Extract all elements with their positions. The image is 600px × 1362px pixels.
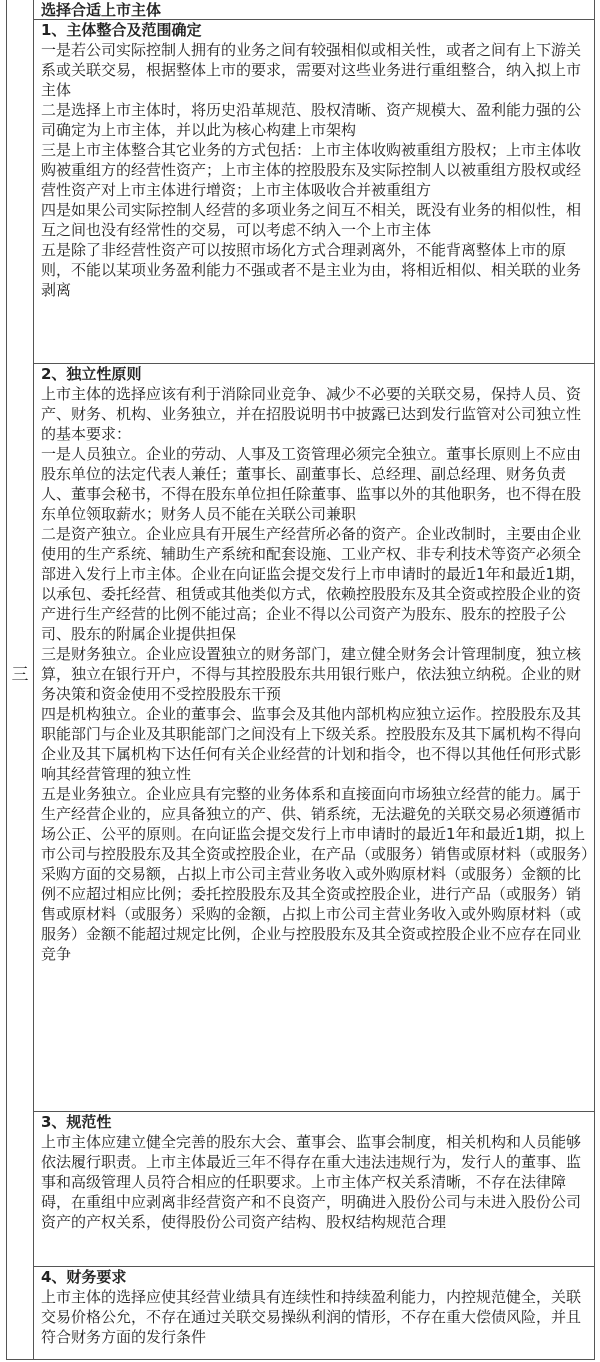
paragraph: 三是财务独立。企业应设置独立的财务部门，建立健全财务会计管理制度，独立核算，独立在银行开户，不得与其控股股东共用银行账户，依法独立纳税。企业的财务决策和资金使用不受控股股东干预	[41, 645, 582, 703]
section-independence	[34, 364, 594, 1112]
table-title: 选择合适上市主体	[41, 1, 162, 19]
paragraph: 一是若公司实际控制人拥有的业务之间有较强相似或相关性，或者之间有上下游关系或关联交易，根据整体上市的要求，需要对这些业务进行重组整合，纳入拟上市主体	[41, 41, 582, 99]
section-heading: 1、主体整合及范围确定	[41, 21, 202, 39]
section-heading: 2、独立性原则	[41, 365, 142, 383]
section-heading: 4、财务要求	[41, 1268, 127, 1286]
paragraph: 上市主体的选择应该有利于消除同业竞争、减少不必要的关联交易，保持人员、资产、财务、机构、业务独立，并在招股说明书中披露已达到发行监管对公司独立性的基本要求：	[41, 385, 582, 443]
section-compliance	[34, 1112, 594, 1267]
paragraph: 二是资产独立。企业应具有开展生产经营所必备的资产。企业改制时，主要由企业使用的生产系统、辅助生产系统和配套设施、工业产权、非专利技术等资产必须全部进入发行上市主体。企业在向证监会提交发行上市申请时的最近1年和最近1期，以承包、委托经营、租赁或其他类似方式，依赖控股股东及其全资或控股企业的资产进行生产经营的比例不能过高；企业不得以公司资产为股东、股东的控股子公司、股东的附属企业提供担保	[41, 525, 586, 643]
requirements-table	[6, 0, 595, 1360]
row-number: 三	[11, 665, 29, 685]
paragraph: 五是除了非经营性资产可以按照市场化方式合理剥离外，不能背离整体上市的原则，不能以某项业务盈利能力不强或者不是主业为由，将相近相似、相关联的业务剥离	[41, 241, 582, 299]
content-column	[34, 0, 594, 1359]
section-heading: 3、规范性	[41, 1113, 112, 1131]
paragraph: 四是如果公司实际控制人经营的多项业务之间互不相关，既没有业务的相似性，相互之间也没有经常性的交易，可以考虑不纳入一个上市主体	[41, 201, 582, 239]
paragraph: 四是机构独立。企业的董事会、监事会及其他内部机构应独立运作。控股股东及其职能部门与企业及其职能部门之间没有上下级关系。控股股东及其下属机构不得向企业及其下属机构下达任何有关企业经营的计划和指令，也不得以其他任何形式影响其经营管理的独立性	[41, 705, 582, 783]
paragraph: 上市主体应建立健全完善的股东大会、董事会、监事会制度，相关机构和人员能够依法履行职责。上市主体最近三年不得存在重大违法违规行为，发行人的董事、监事和高级管理人员符合相应的任职要求。上市主体产权关系清晰，不存在法律障碍，在重组中应剥离非经营资产和不良资产，明确进入股份公司与未进入股份公司资产的产权关系，使得股份公司资产结构、股权结构规范合理	[41, 1133, 582, 1231]
row-number-column	[7, 0, 34, 1359]
section-main-body	[34, 20, 594, 364]
paragraph: 上市主体的选择应使其经营业绩具有连续性和持续盈利能力，内控规范健全，关联交易价格公允，不存在通过关联交易操纵利润的情形，不存在重大偿债风险，并且符合财务方面的发行条件	[41, 1288, 582, 1346]
table-title-row	[34, 0, 594, 20]
paragraph: 二是选择上市主体时，将历史沿革规范、股权清晰、资产规模大、盈利能力强的公司确定为上市主体，并以此为核心构建上市架构	[41, 101, 582, 139]
paragraph: 三是上市主体整合其它业务的方式包括：上市主体收购被重组方股权；上市主体收购被重组方的经营性资产；上市主体的控股股东及实际控制人以被重组方股权或经营性资产对上市主体进行增资；上市主体吸收合并被重组方	[41, 141, 582, 199]
paragraph: 五是业务独立。企业应具有完整的业务体系和直接面向市场独立经营的能力。属于生产经营企业的，应具备独立的产、供、销系统，无法避免的关联交易必须遵循市场公正、公平的原则。在向证监会提交发行上市申请时的最近1年和最近1期，拟上市公司与控股股东及其全资或控股企业，在产品（或服务）销售或原材料（或服务）采购方面的交易额，占拟上市公司主营业务收入或外购原材料（或服务）金额的比例不应超过相应比例；委托控股股东及其全资或控股企业，进行产品（或服务）销售或原材料（或服务）采购的金额，占拟上市公司主营业务收入或外购原材料（或服务）金额不能超过规定比例，企业与控股股东及其全资或控股企业不应存在同业竞争	[41, 785, 589, 963]
paragraph: 一是人员独立。企业的劳动、人事及工资管理必须完全独立。董事长原则上不应由股东单位的法定代表人兼任；董事长、副董事长、总经理、副总经理、财务负责人、董事会秘书，不得在股东单位担任除董事、监事以外的其他职务，也不得在股东单位领取薪水；财务人员不能在关联公司兼职	[41, 445, 582, 523]
section-financial	[34, 1267, 594, 1360]
